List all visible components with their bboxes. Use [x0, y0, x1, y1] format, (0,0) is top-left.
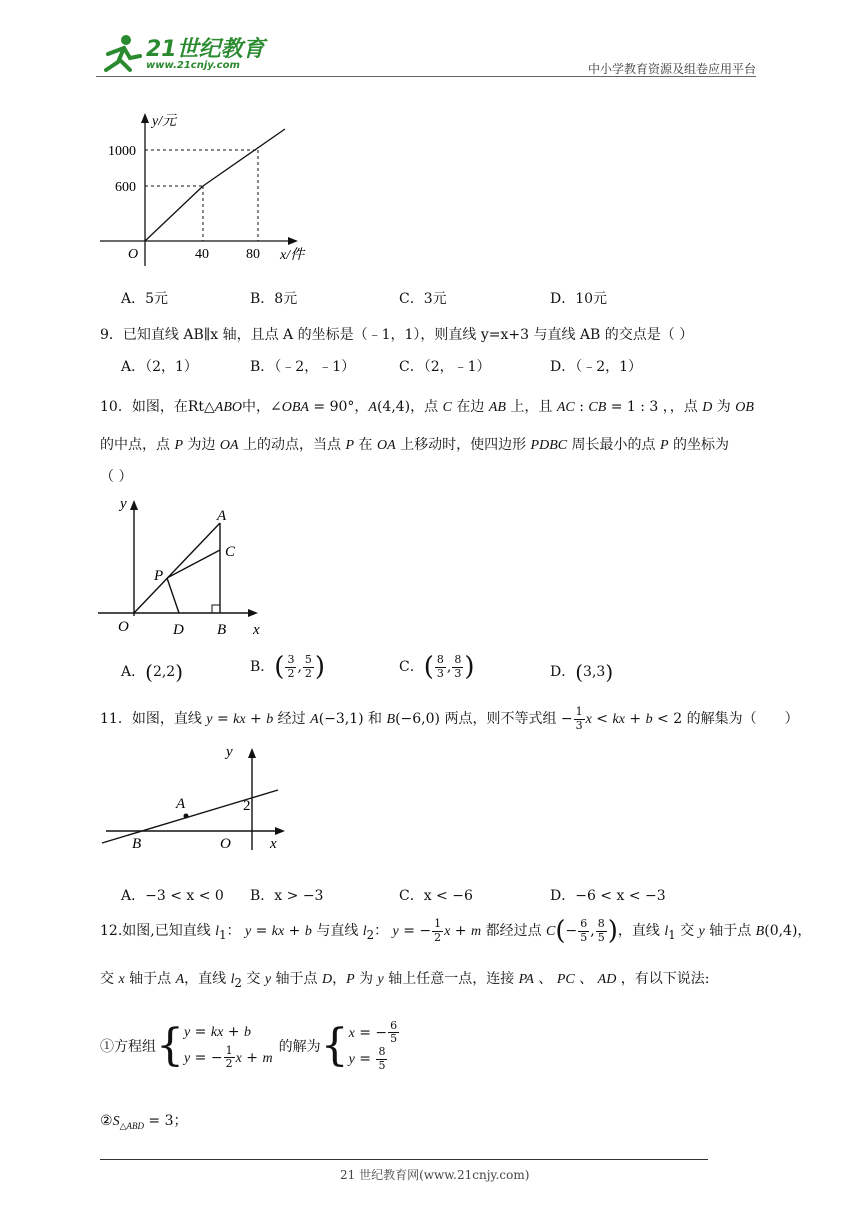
y-axis-label: y/元 [152, 114, 177, 129]
q11-stem: 11．如图，直线 y = kx + b 经过 A(−3,1) 和 B(−6,0) 两点，则不等式组 − $\frac{1}{3}$ x < kx + b < 2 的解集为（ ） [100, 705, 799, 732]
svg-text:O: O [220, 836, 231, 852]
q9-option-b[interactable]: B．（﹣2，﹣1） [250, 359, 356, 375]
x-tick-80: 80 [246, 247, 260, 262]
logo-runner-icon [96, 32, 146, 76]
svg-text:B: B [217, 622, 227, 638]
q12-statement-1: ①方程组 { y = kx + b y = − $\frac{1}{2}$ x + m 的解为 { x = − $\frac{6}{5}$ y = $\frac{8}{5}$ [100, 1018, 398, 1072]
y-tick-600: 600 [115, 180, 136, 195]
svg-text:B: B [132, 836, 142, 852]
svg-text:y: y [120, 496, 127, 512]
q10-option-c[interactable]: C．( $\frac{8}{3}$ , $\frac{8}{3}$ ) [399, 652, 475, 682]
x-tick-40: 40 [195, 247, 209, 262]
footer-text: 21 世纪教育网(www.21cnjy.com) [340, 1168, 530, 1182]
q10-option-a[interactable]: A．(2,2) [121, 660, 184, 684]
svg-text:A: A [217, 508, 227, 524]
origin-label: O [128, 247, 139, 262]
svg-text:D: D [173, 622, 184, 638]
q10-stem-line1: 10．如图，在Rt△ABO中，∠OBA = 90°，A(4,4)，点 C 在边 AB 上，且 AC : CB = 1 : 3 ，，点 D 为 OB [100, 399, 754, 415]
q11-option-b[interactable]: B．x > −3 [250, 888, 324, 904]
q10-option-b[interactable]: B．( $\frac{3}{2}$ , $\frac{5}{2}$ ) [250, 652, 326, 682]
graph-line [145, 186, 203, 241]
svg-text:2: 2 [243, 798, 251, 814]
q10-option-d[interactable]: D．(3,3) [550, 660, 614, 684]
q9-stem: 9．已知直线 AB∥x 轴，且点 A 的坐标是（﹣1，1），则直线 y=x+3 与直线 AB 的交点是（ ） [100, 327, 694, 343]
q11-option-a[interactable]: A．−3 < x < 0 [121, 888, 224, 904]
q12-statement-2: $②S_{\triangle ABD} = 3$； [100, 1113, 188, 1132]
logo-url: www.21cnjy.com [146, 60, 240, 71]
svg-text:P: P [154, 568, 164, 584]
figure-q10-triangle [98, 494, 273, 642]
svg-text:C: C [225, 544, 236, 560]
svg-text:x: x [270, 836, 277, 852]
header-divider [96, 76, 756, 77]
figure-q8-graph [100, 108, 320, 273]
logo-main: 21世纪教育 [146, 37, 265, 62]
q8-option-b[interactable]: B．8元 [250, 291, 298, 307]
q8-option-d[interactable]: D．10元 [550, 291, 608, 307]
header [96, 30, 760, 76]
q11-option-c[interactable]: C．x < −6 [399, 888, 473, 904]
x-axis-label: x/件 [280, 248, 305, 263]
svg-text:y: y [226, 744, 233, 760]
svg-text:A: A [176, 796, 186, 812]
q12-stem-line1: 12.如图,已知直线 $l_1$： y = kx + b 与直线 $l_2$： y = − $\frac{1}{2}$ x + m 都经过点 C(− $\frac{6}{5}$ , $\frac{8}{5}$ )，直线 $l_1$ 交 y 轴于点 B(0,4)， [100, 916, 812, 946]
q8-option-c[interactable]: C．3元 [399, 291, 447, 307]
svg-text:O: O [118, 619, 129, 635]
q9-option-a[interactable]: A．（2，1） [121, 359, 198, 375]
q10-stem-line2: 的中点，点 P 为边 OA 上的动点，当点 P 在 OA 上移动时，使四边形 PDBC 周长最小的点 P 的坐标为 [100, 437, 730, 453]
y-tick-1000: 1000 [108, 144, 136, 159]
q9-option-c[interactable]: C．（2，﹣1） [399, 359, 491, 375]
figure-q11-line [100, 742, 290, 857]
svg-text:x: x [253, 622, 260, 638]
q10-stem-line3: （ ） [100, 469, 133, 485]
footer-divider [100, 1159, 708, 1160]
q9-option-d[interactable]: D．（﹣2，1） [550, 359, 643, 375]
q12-stem-line2: 交 x 轴于点 A，直线 $l_2$ 交 y 轴于点 D，P 为 y 轴上任意一点，连接 PA 、 PC 、 AD ，有以下说法: [100, 971, 710, 990]
q10-number: 10．如图，在 [100, 399, 188, 415]
site-name: 中小学教育资源及组卷应用平台 [587, 62, 756, 76]
q11-option-d[interactable]: D．−6 < x < −3 [550, 888, 666, 904]
q8-option-a[interactable]: A．5元 [121, 291, 169, 307]
